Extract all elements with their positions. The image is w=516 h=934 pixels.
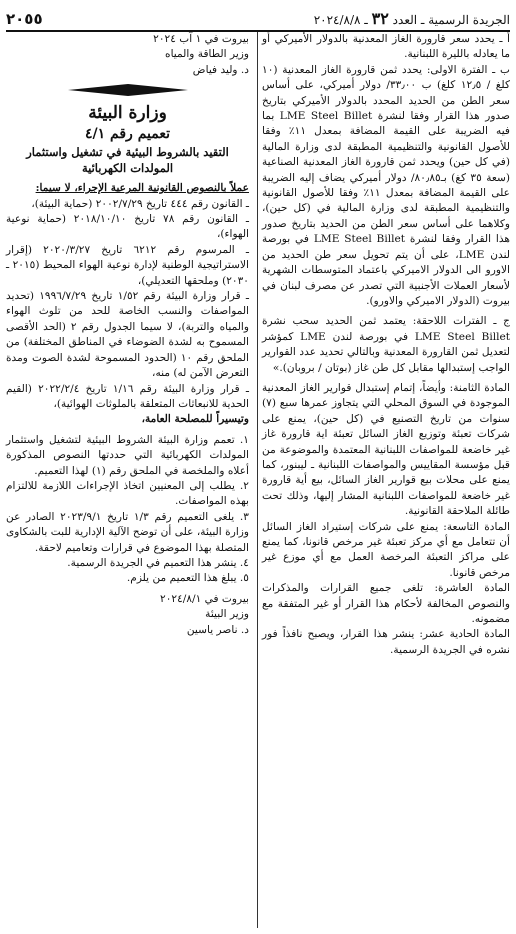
circular-article: ١. تعمم وزارة البيئة الشروط البيئية لتشغيل واستثمار المولدات الكهربائية التي حددتها النصوص المذكورة أعلاه والملخصة في الملحق رقم (١) لهذا التعميم. <box>6 433 249 477</box>
public-interest-line: وتيسيراً للمصلحة العامة، <box>141 413 249 426</box>
section-ornament-icon <box>68 84 188 96</box>
page-number: ٢٠٥٥ <box>6 10 43 28</box>
article-nine: المادة التاسعة: يمنع على شركات إستيراد الغاز السائل أن تتعامل مع أي مركز تعبئة غير مرخص قانونا، كما يمنع على مراكز التعبئة المرخصة العمل مع أي موزع غير مرخص قانونا. <box>262 520 510 579</box>
issue-date: ـ ٢٠٢٤/٨/٨ <box>313 13 368 27</box>
circular-article: ٤. ينشر هذا التعميم في الجريدة الرسمية. <box>67 556 249 569</box>
signature-place-date: بيروت في ١ آب ٢٠٢٤ <box>153 33 249 45</box>
signature-block-environment <box>6 592 249 638</box>
legal-basis-heading: عملاً بالنصوص القانونية المرعية الإجراء، لا سيما: <box>35 182 249 195</box>
legal-basis-item: ـ القانون رقم ٤٤٤ تاريخ ٢٠٠٢/٧/٢٩ (حماية البيئة)، <box>31 197 249 210</box>
circular-article: ٥. يبلغ هذا التعميم من يلزم. <box>126 572 249 585</box>
paragraph: ج ـ الفترات اللاحقة: يعتمد ثمن الحديد سحب نشرة LME Steel Billet في بورصة لندن LME كمؤشر لتعديل ثمن القارورة المعدنية وبالتالي تحديد عدد القوارير الواجب إستبدالها مقابل كل طن غاز (بوتان / بروبان).» <box>262 315 511 374</box>
ministry-title: وزارة البيئة <box>88 103 167 124</box>
legal-basis-item: ـ المرسوم رقم ٦٢١٢ تاريخ ٢٠٢٠/٣/٢٧ (إقرار الاستراتيجية الوطنية لإدارة نوعية الهواء المحيط (٢٠١٥ ـ ٢٠٣٠) وملحقها التعديلي)، <box>6 243 249 287</box>
article-eight: المادة الثامنة: وأيضاً، إتمام إستبدال قوارير الغاز المعدنية الموجودة في السوق المحلي التي يتجاوز عمرها سبع (٧) سنوات من تاريخ التصنيع في (كل حين)، يمنع على شركات تعبئة وتوزيع الغاز السائل تعبئة اية قارورة غاز غير خاضعة للمواصفات اللبنانية المعتمدة والموضوعة من قبل مؤسسة المقاييس والمواصفات اللبنانية ـ ليبنور، كما يمنع على محلات بيع قوارير الغاز السائل، بيع أية قارورة غير خاضعة للمواصفات اللبنانية المشار إليها، وذلك تحت طائلة الملاحقة القانونية. <box>262 381 510 518</box>
legal-basis-item: ـ القانون رقم ٧٨ تاريخ ٢٠١٨/١٠/١٠ (حماية نوعية الهواء)، <box>6 213 249 241</box>
paragraph: ب ـ الفترة الاولى: يحدد ثمن قارورة الغاز المعدنية (١٠ كلغ / ١٢٫٥ كلغ) ب ٣٣٫٠٠/ دولار أميركي، على أساس سعر الطن من الحديد المحدد بالدولار الأميركي بتاريخ صدور هذا القرار وفقا لنشرة LME Steel Billet بما فيه الضريبة على القيمة المضافة بمعدل ١١٪ وفقا للأصول القانونية والتنظيمية المطبقة لدى وزارة المالية (في كل حين) ويحدد ثمن قارورة الغاز المعدنية الصناعية (سعة ٣٥ كغ) بـ٨٠٫٨٥/ دولار أميركي يضاف إليه الضريبة على القيمة المضافة بمعدل ١١٪ وفقا للأصول القانونية والتنظيمية المطبقة لدى وزارة المالية في (كل حين)، وكلاهما على أساس سعر الطن من الحديد بتاريخ صدور هذا القرار وفقا لنشرة LME Steel Billet في بورصة لندن LME، على أن يتم تحويل سعر طن الحديد من الاورو الى الدولار الاميركي باعتماد المتوسطات الشهرية لأسعار العملات الأجنبية التي تصدر عن مصرف لبنان في بيروت (الدولار الاميركي والاورو). <box>262 63 511 307</box>
page-header <box>6 4 510 32</box>
circular-article: ٢. يطلب إلى المعنيين اتخاذ الإجراءات اللازمة للالتزام بهذه المواصفات. <box>6 479 249 508</box>
circular-subject: التقيد بالشروط البيئية في تشغيل واستثمار المولدات الكهربائية <box>26 145 229 176</box>
gazette-issue-line <box>314 9 510 28</box>
article-ten: المادة العاشرة: تلغى جميع القرارات والمذكرات والنصوص المخالفة لأحكام هذا القرار أو غير المتفقة مع مضمونه. <box>262 582 510 626</box>
legal-basis-item: ـ قرار وزارة البيئة رقم ١/١٦ تاريخ ٢٠٢٢/٢/٤ (القيم الحدية للانبعاثات المتعلقة بالملوثات الهوائية)، <box>6 382 249 410</box>
signature-name: د. وليد فياض <box>192 63 249 76</box>
signature-title: وزير الطاقة والمياه <box>165 48 249 61</box>
issue-number: ٣٢ <box>371 9 389 28</box>
article-eleven: المادة الحادية عشر: ينشر هذا القرار، ويصبح نافذاً فور نشره في الجريدة الرسمية. <box>262 628 510 656</box>
paragraph: أ ـ يحدد سعر قارورة الغاز المعدنية بالدولار الأميركي أو ما يعادله بالليرة اللبنانية. <box>262 33 510 61</box>
gazette-name: الجريدة الرسمية ـ العدد <box>392 13 510 27</box>
left-column <box>6 32 249 638</box>
circular-article: ٣. يلغى التعميم رقم ١/٣ تاريخ ٢٠٢٣/٩/١ الصادر عن وزارة البيئة، على أن توضح الآلية الإدارية للبت بالشكاوى المتصلة بهذا الموضوع في قرارات وتعاميم لاحقة. <box>6 510 249 554</box>
column-divider <box>257 32 258 928</box>
signature-place-date: بيروت في ٢٠٢٤/٨/١ <box>160 592 249 605</box>
circular-number: تعميم رقم ٤/١ <box>85 126 170 143</box>
signature-block-energy <box>6 32 249 78</box>
right-column <box>262 32 510 658</box>
legal-basis-item: ـ قرار وزارة البيئة رقم ١/٥٢ تاريخ ١٩٩٦/٧/٢٩ (تحديد المواصفات والنسب الخاصة للحد من تلوث الهواء والمياه والتربة)، لا سيما الجدول رقم ٢ (الحد الأقصى المسموح به لشدة الضوضاء في المناطق المختلفة) من الملحق رقم ١٠ (الحدود المسموحة لشدة الصوت ومدة التعرض الآمن له) منه، <box>6 290 250 380</box>
signature-title: وزير البيئة <box>205 608 249 621</box>
signature-name: د. ناصر ياسين <box>186 623 249 636</box>
